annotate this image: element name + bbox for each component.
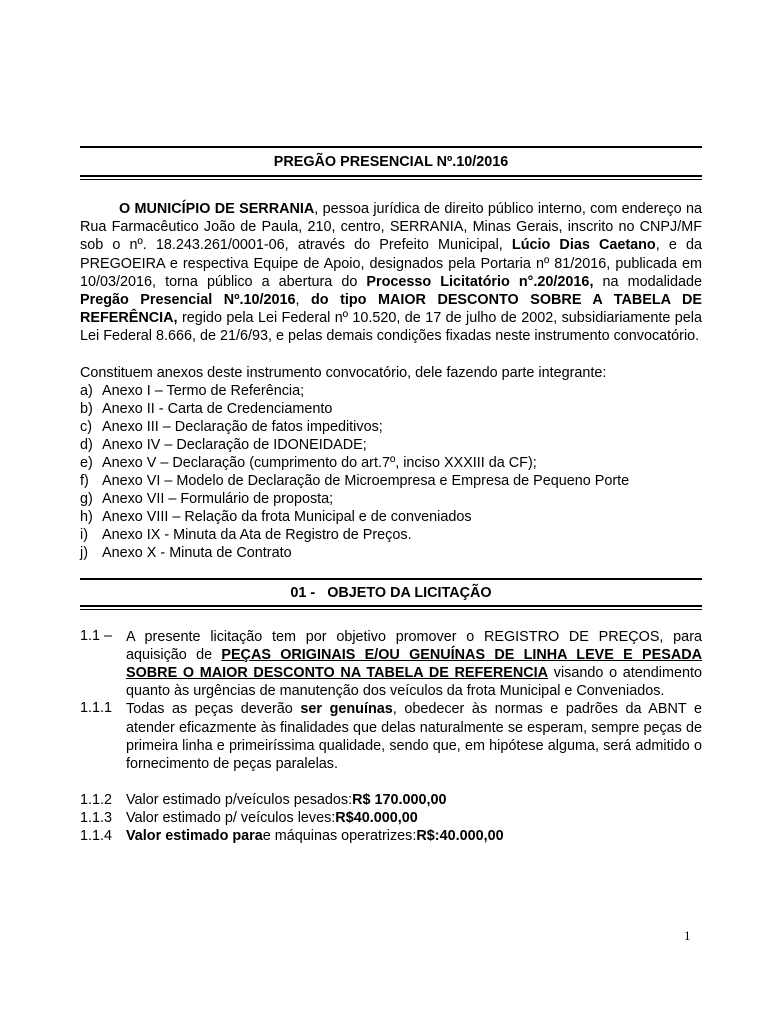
document-title: PREGÃO PRESENCIAL Nº.10/2016: [273, 154, 509, 170]
title-rule: [80, 175, 702, 180]
list-item: [80, 526, 702, 544]
annex-label: b): [80, 400, 93, 417]
annex-label: a): [80, 382, 93, 399]
clause-text-a: A presente licitação tem por objetivo promover o REGISTRO DE PREÇOS, para aquisição de: [126, 628, 702, 663]
annex-text: Anexo V – Declaração (cumprimento do art.7º, inciso XXXIII da CF);: [102, 455, 537, 471]
section-title-text: OBJETO DA LICITAÇÃO: [327, 584, 492, 601]
clause-text-a: Todas as peças deverão: [126, 701, 301, 718]
intro-municipality: O MUNICÍPIO DE SERRANIA: [119, 201, 315, 217]
section-top-rule: [80, 578, 702, 580]
section-title: [80, 584, 702, 602]
intro-text-1: , pessoa jurídica de direito público interno, com endereço na Rua Farmacêutico João de Paula, 210, centro, SERRANIA, Minas Gerais, inscrito no CNPJ/MF sob o nº. 18.243.261/0001-06, através do Prefeito Municipal,: [80, 201, 703, 254]
annex-label: j): [80, 545, 88, 562]
annex-text: Anexo VII – Formulário de proposta;: [102, 491, 334, 508]
top-rule: [80, 146, 702, 148]
intro-process: Processo Licitatório n°.20/2016,: [366, 273, 594, 290]
value-number: 1.1.2: [80, 792, 113, 809]
clause-1-1: [80, 628, 702, 701]
value-row: [80, 791, 702, 809]
value-amount: R$:40.000,00: [416, 828, 504, 845]
intro-text-4: ,: [295, 292, 311, 309]
list-item: [80, 400, 702, 418]
intro-modality: Pregão Presencial Nº.10/2016: [80, 292, 296, 309]
section-heading: [80, 578, 702, 610]
list-item: [80, 544, 702, 562]
list-item: [80, 508, 702, 526]
intro-text-5: regido pela Lei Federal nº 10.520, de 17 de julho de 2002, subsidiariamente pela Lei Federal 8.666, de 21/6/93, e pelas demais condições fixadas neste instrumento convocatório.: [80, 310, 702, 345]
annex-text: Anexo IX - Minuta da Ata de Registro de Preços.: [102, 527, 412, 544]
clause-text-c: , obedecer às normas e padrões da ABNT e atender eficazmente às finalidades que delas naturalmente se esperam, sempre peças de primeira linha e primeiríssima qualidade, sendo que, em hipótese alguma, será admitido o fornecimento de peças paralelas.: [126, 701, 702, 772]
annex-label: d): [80, 436, 93, 453]
estimated-values: [80, 791, 702, 845]
list-item: [80, 472, 702, 490]
annex-text: Anexo III – Declaração de fatos impeditivos;: [102, 418, 383, 435]
value-row: [80, 827, 702, 845]
annex-label: h): [80, 509, 93, 526]
value-label-bold: Valor estimado para: [126, 828, 263, 845]
list-item: [80, 454, 702, 472]
value-row: [80, 809, 702, 827]
value-label: e máquinas operatrizes:: [262, 828, 417, 845]
clause-text: [126, 700, 702, 773]
intro-type: do tipo MAIOR DESCONTO SOBRE A TABELA DE REFERÊNCIA,: [80, 292, 703, 327]
page-number: 1: [684, 928, 691, 943]
annex-label: g): [80, 491, 93, 508]
intro-paragraph: [80, 200, 702, 346]
value-label: Valor estimado p/ veículos leves:: [126, 810, 336, 827]
intro-text-2: , e da PREGOEIRA e respectiva Equipe de Apoio, designados pela Portaria nº 81/2016, publicada em 10/03/2016, torna público a abertura do: [80, 237, 703, 290]
clause-text: [126, 628, 702, 701]
list-item: [80, 436, 702, 454]
list-item: [80, 382, 702, 400]
annexes-intro: Constituem anexos deste instrumento convocatório, dele fazendo parte integrante:: [80, 364, 607, 381]
annex-text: Anexo IV – Declaração de IDONEIDADE;: [102, 436, 367, 453]
document-page: [80, 146, 702, 845]
intro-mayor: Lúcio Dias Caetano: [511, 237, 656, 254]
annex-text: Anexo II - Carta de Credenciamento: [102, 400, 333, 417]
clause-number: 1.1.1: [80, 700, 113, 717]
value-number: 1.1.3: [80, 810, 113, 827]
annex-label: i): [80, 527, 88, 544]
clause-text-b: PEÇAS ORIGINAIS E/OU GENUÍNAS DE LINHA LEVE E PESADA SOBRE O MAIOR DESCONTO NA TABELA DE REFERENCIA: [126, 646, 702, 681]
value-label: Valor estimado p/veículos pesados:: [126, 792, 353, 809]
annex-list: [80, 382, 702, 563]
value-number: 1.1.4: [80, 828, 113, 845]
annex-text: Anexo VIII – Relação da frota Municipal e de conveniados: [102, 509, 472, 526]
list-item: [80, 418, 702, 436]
clause-text-b: ser genuínas: [300, 701, 393, 718]
value-amount: R$40.000,00: [335, 810, 418, 827]
section-number: 01 -: [290, 584, 316, 601]
annex-text: Anexo VI – Modelo de Declaração de Microempresa e Empresa de Pequeno Porte: [102, 473, 630, 490]
section-bottom-rule: [80, 605, 702, 610]
clause-text-c: visando o atendimento quanto às urgências de manutenção dos veículos da frota Municipal e Conveniados.: [126, 664, 702, 700]
value-amount: R$ 170.000,00: [352, 792, 447, 809]
annex-label: f): [80, 473, 89, 490]
annex-label: e): [80, 455, 93, 471]
intro-text-3: na modalidade: [593, 273, 702, 290]
annex-text: Anexo X - Minuta de Contrato: [102, 545, 292, 562]
clause-1-1-1: [80, 700, 702, 773]
list-item: [80, 490, 702, 508]
annex-text: Anexo I – Termo de Referência;: [102, 382, 305, 399]
clause-number: 1.1 –: [80, 627, 113, 644]
annex-label: c): [80, 418, 92, 435]
